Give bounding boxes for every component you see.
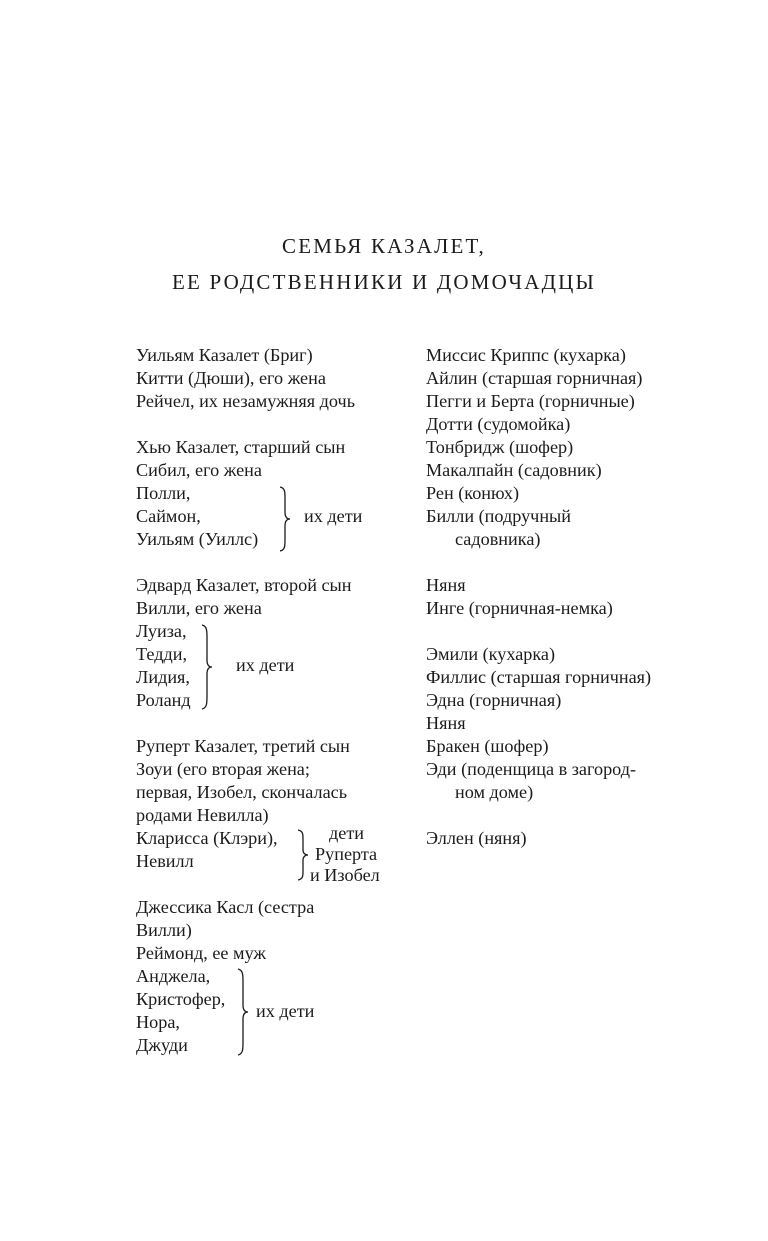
rupert-child: Невилл xyxy=(136,851,194,871)
castle-children-note: их дети xyxy=(256,1001,315,1021)
hugh-line: Хью Казалет, старший сын xyxy=(136,437,346,457)
jessica-line: Джессика Касл (сестра xyxy=(136,897,315,917)
staff-line: Эмили (кухарка) xyxy=(426,644,556,664)
staff-line: Бракен (шофер) xyxy=(426,736,549,756)
rupert-children-note-1: дети xyxy=(329,823,365,843)
jessica-line-cont: Вилли) xyxy=(136,920,192,940)
castle-child: Кристофер, xyxy=(136,989,226,1009)
title-line-1: СЕМЬЯ КАЗАЛЕТ, xyxy=(282,234,486,258)
raymond-line: Реймонд, ее муж xyxy=(136,943,266,963)
castle-children-brace xyxy=(236,968,250,1056)
staff-line: Миссис Криппс (кухарка) xyxy=(426,345,626,365)
rachel-line: Рейчел, их незамужняя дочь xyxy=(136,391,355,411)
staff-line: Рен (конюх) xyxy=(426,483,520,503)
staff-line: Эди (поденщица в загород- xyxy=(426,759,637,779)
staff-line: Дотти (судомойка) xyxy=(426,414,571,434)
staff-line: Тонбридж (шофер) xyxy=(426,437,574,457)
rupert-child: Кларисса (Клэри), xyxy=(136,828,278,848)
staff-line: Филлис (старшая горничная) xyxy=(426,667,652,687)
staff-line: Няня xyxy=(426,575,466,595)
castle-child: Джуди xyxy=(136,1035,188,1055)
edward-child: Роланд xyxy=(136,690,191,710)
staff-line: Эдна (горничная) xyxy=(426,690,562,710)
staff-line: Няня xyxy=(426,713,466,733)
title-line-2: ЕЕ РОДСТВЕННИКИ И ДОМОЧАДЦЫ xyxy=(171,270,597,294)
hugh-children-brace xyxy=(278,486,292,552)
hugh-child: Полли, xyxy=(136,483,191,503)
staff-line: Инге (горничная-немка) xyxy=(426,598,613,618)
hugh-child: Саймон, xyxy=(136,506,201,526)
rupert-children-brace xyxy=(296,829,310,881)
sybil-line: Сибил, его жена xyxy=(136,460,262,480)
rupert-children-note-2: Руперта xyxy=(315,844,378,864)
castle-child: Анджела, xyxy=(136,966,211,986)
hugh-child: Уильям (Уиллс) xyxy=(136,529,259,549)
neville-birth-line: родами Невилла) xyxy=(136,805,269,825)
staff-line: Билли (подручный xyxy=(426,506,572,526)
staff-line-cont: садовника) xyxy=(455,529,541,549)
staff-line: Макалпайн (садовник) xyxy=(426,460,602,480)
edward-child: Луиза, xyxy=(136,621,187,641)
staff-line: Пегги и Берта (горничные) xyxy=(426,391,635,411)
castle-child: Нора, xyxy=(136,1012,180,1032)
isobel-line: первая, Изобел, скончалась xyxy=(136,782,348,802)
edward-child: Тедди, xyxy=(136,644,188,664)
zoe-line: Зоуи (его вторая жена; xyxy=(136,759,310,779)
staff-line-cont: ном доме) xyxy=(455,782,534,802)
edward-child: Лидия, xyxy=(136,667,190,687)
rupert-line: Руперт Казалет, третий сын xyxy=(136,736,350,756)
staff-line: Эллен (няня) xyxy=(426,828,527,848)
rupert-children-note-3: и Изобел xyxy=(310,865,380,885)
edward-line: Эдвард Казалет, второй сын xyxy=(136,575,352,595)
hugh-children-note: их дети xyxy=(304,506,363,526)
villy-line: Вилли, его жена xyxy=(136,598,262,618)
edward-children-note: их дети xyxy=(236,655,295,675)
edward-children-brace xyxy=(200,624,214,710)
staff-line: Айлин (старшая горничная) xyxy=(426,368,643,388)
kitty-line: Китти (Дюши), его жена xyxy=(136,368,326,388)
brig-line: Уильям Казалет (Бриг) xyxy=(136,345,313,365)
